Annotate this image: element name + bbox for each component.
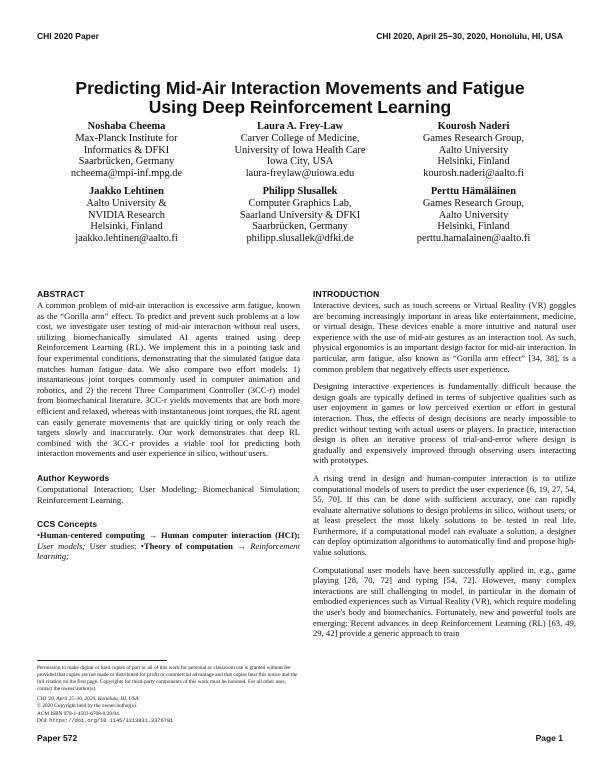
ccs-text: [37, 530, 300, 562]
author-name: Jaakko Lehtinen: [89, 185, 164, 197]
author-affiliation: NVIDIA Research: [87, 209, 166, 221]
author-affiliation: Saarland University & DFKI: [239, 209, 361, 221]
footnote-rule: [37, 660, 167, 661]
author-name: Laura A. Frey-Law: [256, 121, 344, 132]
author-card: [214, 121, 387, 180]
author-affiliation: Games Research Group,: [422, 197, 525, 209]
intro-paragraph: A rising trend in design and human-computer interaction is to utilize computational models of users to predict the user experience [6, 19, 27, 54, 55, 70]. If this can be done with sufficient accuracy, one can rapidly evaluate alternative solutions to design problems in silico, without users, or at least preselect the most likely solutions to be tested in real life. Furthermore, if a computational model can evaluate a solution, a designer can deploy optimization algorithms to automatically find and propose high-value solutions.: [313, 472, 576, 558]
author-card: [387, 186, 560, 245]
author-location: Saarbrücken, Germany: [78, 156, 175, 168]
author-row-2: [40, 186, 560, 245]
arrow-icon: →: [237, 540, 246, 551]
intro-paragraph: Computational user models have been successfully applied in, e.g., game playing [28, 70, 72] and typing [54, 72]. However, many complex interactions are still challenging to model, in particular in the domain of embodied experiences such as Virtual Reality (VR), which require modeling the user's body and biomechanics. Fortunately, new and powerful tools are emerging: Recent advances in deep Reinforcement Learning (RL) [63, 49, 29, 42] provide a generic approach to train: [313, 564, 576, 639]
author-affiliation: Carver College of Medicine,: [240, 132, 360, 144]
author-email[interactable]: ncheema@mpi-inf.mpg.de: [70, 168, 183, 180]
author-row-1: [40, 121, 560, 180]
author-affiliation: Computer Graphics Lab,: [248, 197, 352, 209]
author-location: Saarbrücken, Germany: [252, 221, 348, 233]
ccs-concept: Human-centered computing: [40, 530, 145, 541]
footer-page-number: Page 1: [535, 733, 563, 743]
title-line-1: Predicting Mid-Air Interaction Movements and Fatigue: [75, 78, 525, 98]
author-location: Helsinki, Finland: [437, 156, 510, 168]
title-line-2: Using Deep Reinforcement Learning: [148, 97, 452, 117]
ccs-concept: User models;: [37, 540, 86, 551]
copyright-line: © 2020 Copyright held by the owner/author(s).: [37, 703, 138, 710]
abstract-heading: ABSTRACT: [37, 289, 85, 299]
ccs-bullet: •: [37, 530, 41, 541]
paper-title: [30, 79, 570, 117]
introduction-heading: INTRODUCTION: [313, 289, 380, 299]
author-affiliation: Max-Planck Institute for: [75, 132, 178, 144]
author-name: Noshaba Cheema: [87, 121, 166, 132]
ccs-concept: Human computer interaction (HCI);: [160, 530, 300, 541]
footer-paper-number: Paper 572: [37, 733, 78, 743]
ccs-concept: Reinforcement learning;: [37, 540, 300, 562]
author-name: Perttu Hämäläinen: [430, 185, 517, 197]
author-email[interactable]: kourosh.naderi@aalto.fi: [423, 168, 524, 180]
doi-link[interactable]: https://doi.org/10.1145/3313831.3376701: [49, 717, 174, 724]
author-card: [40, 121, 213, 180]
author-affiliation: Aalto University &: [86, 197, 167, 209]
author-card: [40, 186, 213, 245]
author-affiliation: University of Iowa Health Care: [234, 144, 366, 156]
left-column: [37, 289, 300, 562]
copyright-footnote: [37, 660, 300, 725]
doi-line: [37, 718, 300, 725]
author-card: [387, 121, 560, 180]
author-name: Philipp Slusallek: [262, 185, 338, 197]
arrow-icon: →: [148, 530, 158, 541]
author-affiliation: Informatics & DFKI: [83, 144, 170, 156]
author-email[interactable]: philipp.slusallek@dfki.de: [246, 233, 354, 245]
doi-label: DOI:: [37, 717, 48, 724]
conference-line: CHI '20, April 25–30, 2020, Honolulu, HI, USA.: [37, 696, 140, 703]
author-email[interactable]: perttu.hamalainen@aalto.fi: [416, 233, 531, 245]
intro-paragraph: Designing interactive experiences is fundamentally difficult because the design goals are typically defined in terms of subjective qualities such as user enjoyment in games or low perceived exertion or effort in gestural interaction. Thus, the effects of design decisions are nearly impossible to predict without testing with actual users or players. In practice, interaction design is often an iterative process of trial-and-error where design is gradually and expensively improved through observing users interacting with prototypes.: [313, 381, 576, 466]
author-affiliation: Games Research Group,: [422, 132, 525, 144]
author-location: Iowa City, USA: [266, 156, 334, 168]
author-keywords-text: Computational Interaction; User Modeling; Biomechanical Simulation; Reinforcement Learning.: [37, 483, 300, 505]
author-email[interactable]: laura-freylaw@uiowa.edu: [245, 168, 355, 180]
author-block: [40, 121, 560, 251]
ccs-concept: Theory of computation: [143, 540, 233, 551]
author-keywords-heading: Author Keywords: [37, 472, 110, 483]
author-email[interactable]: jaakko.lehtinen@aalto.fi: [75, 233, 178, 245]
abstract-text: A common problem of mid-air interaction is excessive arm fatigue, known as the “Gorilla arm” effect. To predict and prevent such problems at a low cost, we investigate user testing of mid-air interaction without real users, utilizing biomechanically simulated AI agents trained using deep Reinforcement Learning (RL). We implement this in a pointing task and four experimental conditions, demonstrating that the simulated fatigue data matches human fatigue data. We also compare two effort models: 1) instantaneous joint torques commonly used in computer animation and robotics, and 2) the recent Three Compartment Controller (3CC-r) model from biomechanical literature. 3CC-r yields movements that are both more efficient and relaxed, whereas with instantaneous joint torques, the RL agent can easily generate movements that are quickly tiring or only reach the targets slowly and inaccurately. Our work demonstrates that deep RL combined with the 3CC-r provides a viable tool for predicting both interaction movements and user experience in silico, without users.: [37, 300, 300, 459]
author-affiliation: Aalto University: [438, 144, 509, 156]
right-column: [313, 289, 576, 639]
intro-paragraph: Interactive devices, such as touch screens or Virtual Reality (VR) goggles are becoming increasingly important in areas like entertainment, medicine, or virtual design. These devices enable a more intuitive and natural user experience with the use of mid-air gestures as an interaction tool. As such, physical ergonomics is an important design factor for mid-air interaction. In particular, arm fatigue, also known as “Gorilla arm effect” [34, 38], is a common problem that negatively effects user experience.: [313, 300, 576, 374]
author-card: [214, 186, 387, 245]
author-location: Helsinki, Finland: [437, 221, 510, 233]
ccs-concept: User studies;: [89, 540, 137, 551]
author-location: Helsinki, Finland: [90, 221, 163, 233]
running-header-right: CHI 2020, April 25–30, 2020, Honolulu, HI, USA: [376, 31, 563, 41]
ccs-heading: CCS Concepts: [37, 519, 98, 530]
isbn-line: ACM ISBN 978-1-4503-6708-0/20/04.: [37, 710, 121, 717]
author-affiliation: Aalto University: [438, 209, 509, 221]
author-name: Kourosh Naderi: [437, 121, 510, 132]
running-header-left: CHI 2020 Paper: [37, 31, 99, 41]
ccs-bullet: •: [140, 540, 144, 551]
permission-notice: Permission to make digital or hard copies of part or all of this work for personal or classroom use is granted without fee provided that copies are not made or distributed for profit or commercial advantage and that copies bear this notice and the full citation on the first page. Copyrights for third-party components of this work must be honored. For all other uses, contact the owner/author(s).: [37, 665, 298, 693]
